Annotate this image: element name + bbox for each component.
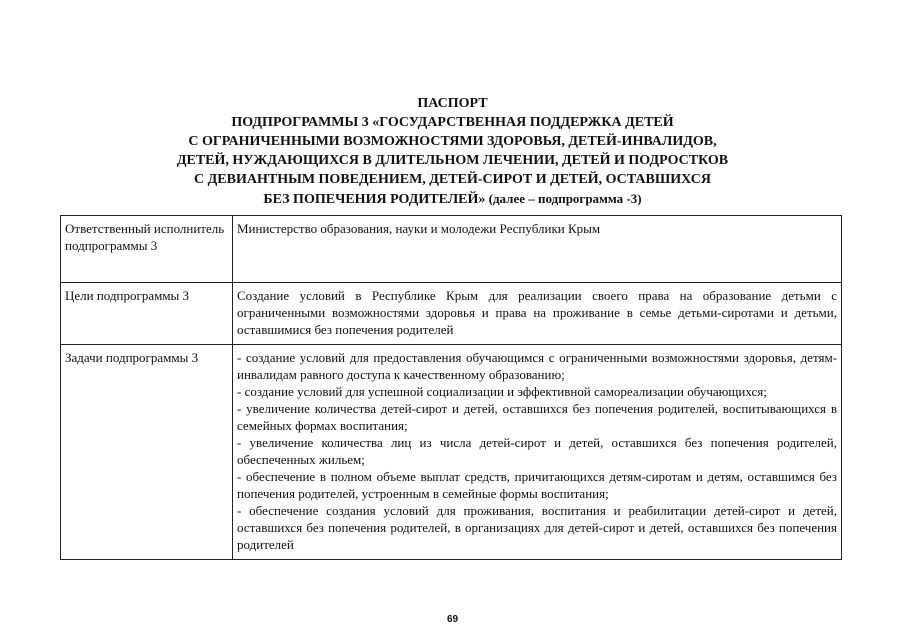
- title-line-6-tail: (далее – подпрограмма -3): [485, 191, 642, 206]
- table-row-executor: [61, 216, 842, 283]
- title-line-1: ПАСПОРТ: [417, 96, 488, 111]
- row-value-tasks: [233, 345, 842, 560]
- title-line-5: С ДЕВИАНТНЫМ ПОВЕДЕНИЕМ, ДЕТЕЙ-СИРОТ И ДЕТЕЙ, ОСТАВШИХСЯ: [194, 172, 711, 187]
- row-label-executor-text: Ответственный исполнитель подпрограммы 3: [65, 221, 225, 253]
- task-item: - увеличение количества детей-сирот и детей, оставшихся без попечения родителей, воспитывающихся в семейных формах воспитания;: [237, 401, 837, 433]
- title-line-4: ДЕТЕЙ, НУЖДАЮЩИХСЯ В ДЛИТЕЛЬНОМ ЛЕЧЕНИИ, ДЕТЕЙ И ПОДРОСТКОВ: [176, 153, 729, 168]
- row-value-executor-text: Министерство образования, науки и молодежи Республики Крым: [237, 221, 601, 236]
- title-line-2: ПОДПРОГРАММЫ 3 «ГОСУДАРСТВЕННАЯ ПОДДЕРЖКА ДЕТЕЙ: [231, 115, 674, 130]
- row-label-tasks: [61, 345, 233, 560]
- row-value-goals-text: Создание условий в Республике Крым для реализации своего права на образование детьми с ограниченными возможностями здоровья и права на проживание в семье детьми-сиротами и детьми, оставшимися без попечения родителей: [237, 288, 837, 337]
- row-label-executor: [61, 216, 233, 283]
- row-label-goals: [61, 283, 233, 345]
- table-row-tasks: [61, 345, 842, 560]
- page-number: 69: [446, 614, 459, 625]
- table-row-goals: [61, 283, 842, 345]
- task-item: - обеспечение создания условий для проживания, воспитания и реабилитации детей-сирот и детей, оставшихся без попечения родителей, в организациях для детей-сирот и детей, оставшихся без попечения родителей: [237, 503, 837, 552]
- title-line-3: С ОГРАНИЧЕННЫМИ ВОЗМОЖНОСТЯМИ ЗДОРОВЬЯ, ДЕТЕЙ-ИНВАЛИДОВ,: [188, 134, 717, 149]
- row-value-goals: [233, 283, 842, 345]
- title-line-6: [60, 189, 845, 209]
- passport-title: [60, 94, 845, 209]
- task-item: - создание условий для успешной социализации и эффективной самореализации обучающихся;: [237, 384, 767, 399]
- title-line-6-main: БЕЗ ПОПЕЧЕНИЯ РОДИТЕЛЕЙ»: [263, 192, 486, 207]
- task-item: - обеспечение в полном объеме выплат средств, причитающихся детям-сиротам и детям, оставшимся без попечения родителей, устроенным в семейные формы воспитания;: [237, 469, 837, 501]
- task-item: - увеличение количества лиц из числа детей-сирот и детей, оставшихся без попечения родителей, обеспеченных жильем;: [237, 435, 837, 467]
- task-item: - создание условий для предоставления обучающимся с ограниченными возможностями здоровья, детям-инвалидам равного доступа к качественному образованию;: [237, 350, 837, 382]
- row-value-executor: [233, 216, 842, 283]
- row-label-goals-text: Цели подпрограммы 3: [65, 288, 190, 303]
- passport-table: [60, 215, 842, 560]
- row-label-tasks-text: Задачи подпрограммы 3: [65, 350, 199, 365]
